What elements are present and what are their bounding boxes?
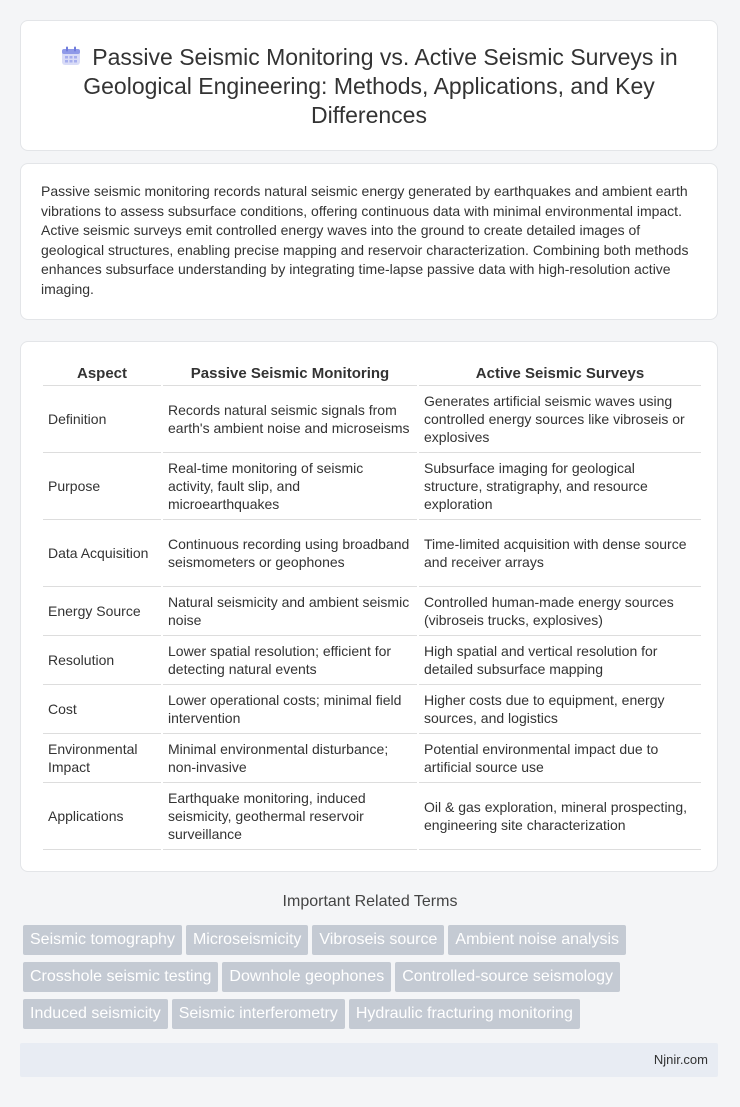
related-term-tag[interactable]: Vibroseis source: [312, 925, 444, 955]
table-row: [43, 453, 701, 520]
related-term-tag[interactable]: Downhole geophones: [222, 962, 391, 992]
cell-aspect: Cost: [43, 685, 161, 734]
cell-passive: Natural seismicity and ambient seismic noise: [163, 587, 417, 636]
cell-active: Oil & gas exploration, mineral prospecting, engineering site characterization: [419, 783, 701, 850]
cell-passive: Lower spatial resolution; efficient for detecting natural events: [163, 636, 417, 685]
cell-active: Time-limited acquisition with dense source and receiver arrays: [419, 520, 701, 587]
cell-passive: Real-time monitoring of seismic activity, fault slip, and microearthquakes: [163, 453, 417, 520]
cell-active: Higher costs due to equipment, energy sources, and logistics: [419, 685, 701, 734]
cell-aspect: Applications: [43, 783, 161, 850]
table-row: [43, 636, 701, 685]
cell-aspect: Purpose: [43, 453, 161, 520]
related-term-tag[interactable]: Seismic interferometry: [172, 999, 345, 1029]
related-term-tag[interactable]: Hydraulic fracturing monitoring: [349, 999, 580, 1029]
cell-active: High spatial and vertical resolution for detailed subsurface mapping: [419, 636, 701, 685]
related-term-tag[interactable]: Ambient noise analysis: [448, 925, 626, 955]
table-row: [43, 783, 701, 850]
page-title-text: Passive Seismic Monitoring vs. Active Seismic Surveys in Geological Engineering: Methods, Applications, and Key Differences: [83, 44, 678, 128]
cell-aspect: Data Acquisition: [43, 520, 161, 587]
cell-passive: Continuous recording using broadband seismometers or geophones: [163, 520, 417, 587]
cell-active: Generates artificial seismic waves using controlled energy sources like vibroseis or explosives: [419, 386, 701, 453]
cell-active: Controlled human-made energy sources (vibroseis trucks, explosives): [419, 587, 701, 636]
footer-site-link[interactable]: Njnir.com: [653, 1052, 708, 1067]
intro-card: [20, 163, 718, 320]
comparison-table: [41, 360, 703, 850]
header-passive: Passive Seismic Monitoring: [163, 360, 417, 386]
header-aspect: Aspect: [43, 360, 161, 386]
cell-passive: Earthquake monitoring, induced seismicity, geothermal reservoir surveillance: [163, 783, 417, 850]
cell-aspect: Energy Source: [43, 587, 161, 636]
cell-passive: Lower operational costs; minimal field intervention: [163, 685, 417, 734]
table-row: [43, 734, 701, 783]
cell-active: Subsurface imaging for geological structure, stratigraphy, and resource exploration: [419, 453, 701, 520]
cell-passive: Minimal environmental disturbance; non-invasive: [163, 734, 417, 783]
table-row: [43, 587, 701, 636]
related-term-tag[interactable]: Crosshole seismic testing: [23, 962, 218, 992]
intro-paragraph: Passive seismic monitoring records natural seismic energy generated by earthquakes and ambient earth vibrations to assess subsurface conditions, offering continuous data with minimal environmental impact. Active seismic surveys emit controlled energy waves into the ground to create detailed images of geological structures, enabling precise mapping and reservoir characterization. Combining both methods enhances subsurface understanding by integrating time-lapse passive data with high-resolution active imaging.: [41, 183, 689, 297]
comparison-card: [20, 341, 718, 872]
calendar-icon: [60, 45, 82, 67]
related-term-tag[interactable]: Microseismicity: [186, 925, 308, 955]
related-term-tag[interactable]: Seismic tomography: [23, 925, 182, 955]
table-row: [43, 386, 701, 453]
table-header-row: [43, 360, 701, 386]
related-term-tag[interactable]: Induced seismicity: [23, 999, 168, 1029]
cell-aspect: Resolution: [43, 636, 161, 685]
page-title: [57, 43, 681, 130]
related-terms-list: [23, 925, 723, 1036]
title-card: [20, 20, 718, 151]
cell-passive: Records natural seismic signals from earth's ambient noise and microseisms: [163, 386, 417, 453]
cell-active: Potential environmental impact due to artificial source use: [419, 734, 701, 783]
footer: [20, 1043, 718, 1077]
related-terms-title: Important Related Terms: [282, 893, 458, 910]
cell-aspect: Environmental Impact: [43, 734, 161, 783]
header-active: Active Seismic Surveys: [419, 360, 701, 386]
cell-aspect: Definition: [43, 386, 161, 453]
table-row: [43, 685, 701, 734]
related-term-tag[interactable]: Controlled-source seismology: [395, 962, 620, 992]
table-row: [43, 520, 701, 587]
